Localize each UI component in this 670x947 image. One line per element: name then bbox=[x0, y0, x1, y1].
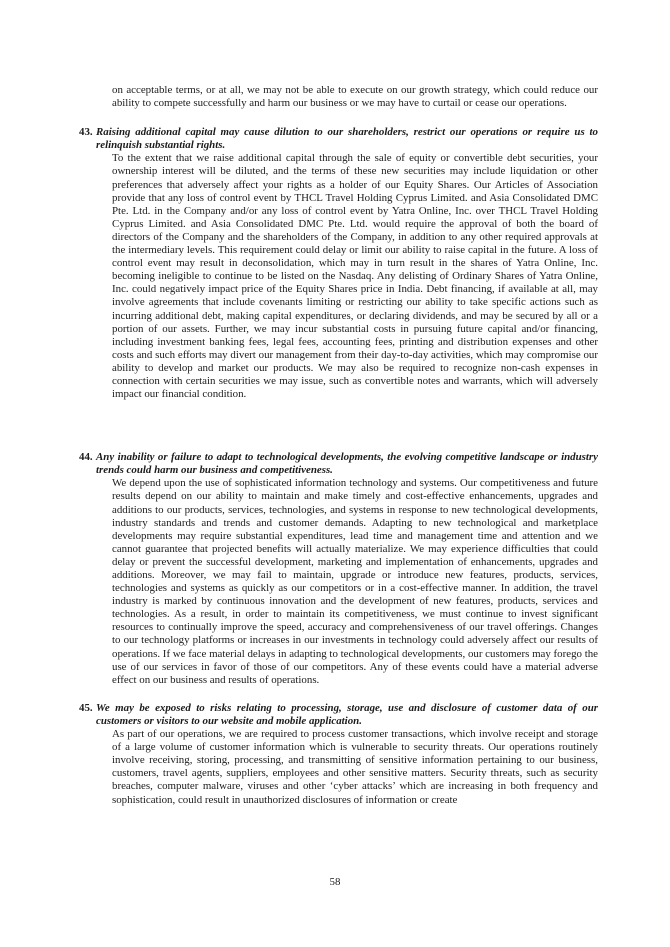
section-heading-row bbox=[79, 451, 598, 477]
section-heading-row bbox=[79, 126, 598, 152]
section-heading: We may be exposed to risks relating to processing, storage, use and disclosure of customer data of our customers or visitors to our website and mobile application. bbox=[96, 701, 598, 727]
section-paragraph: As part of our operations, we are required to process customer transactions, which involve receipt and storage of a large volume of customer information which is vulnerable to security threats. Our operations routinely involve receiving, storing, processing, and transmitting of sensitive information pertaining to our business, customers, travel agents, suppliers, employees and other sensitive matters. Security threats, such as security breaches, computer malware, viruses and other ‘cyber attacks’ which are increasing in both frequency and sophistication, could result in unauthorized disclosures of information or create bbox=[112, 728, 598, 806]
page-number: 58 bbox=[329, 876, 341, 888]
risk-factor-section-43 bbox=[79, 126, 598, 401]
section-heading: Raising additional capital may cause dilution to our shareholders, restrict our operations or require us to relinquish substantial rights. bbox=[96, 126, 598, 152]
section-number: 44. bbox=[79, 451, 93, 464]
section-heading-row bbox=[79, 702, 598, 728]
section-paragraph: We depend upon the use of sophisticated information technology and systems. Our competitiveness and future results depend on our ability to maintain and make timely and cost-effective enhancements, upgrades and additions to our products, services, technologies, and systems in response to new technological developments, industry standards and trends and customer demands. Adapting to new technological and marketplace developments may require substantial expenditures, lead time and management time and attention and we cannot guarantee that projected benefits will actually materialize. We may experience difficulties that could delay or prevent the successful development, marketing and implementation of enhancements, upgrades and additions. Moreover, we may fail to maintain, upgrade or introduce new features, products, services, technologies and systems as quickly as our competitors or in a cost-effective manner. In addition, the travel industry is marked by continuous innovation and the development of new features, products, services and technologies. As a result, in order to maintain its competitiveness, we must continue to invest significant resources to continually improve the speed, accuracy and comprehensiveness of our travel offerings. Changes to our technology platforms or increases in our investments in technology could adversely affect our results of operations. If we face material delays in adapting to technological developments, our customers may forego the use of our services in favor of those of our competitors. Any of these events could have a material adverse effect on our business and results of operations. bbox=[112, 477, 598, 686]
page-footer bbox=[0, 876, 670, 889]
intro-paragraph-continued: on acceptable terms, or at all, we may not be able to execute on our growth strategy, which could reduce our ability to compete successfully and harm our business or we may have to curtail or cease our operations. bbox=[112, 84, 598, 110]
risk-factor-section-44 bbox=[79, 451, 598, 687]
section-heading: Any inability or failure to adapt to technological developments, the evolving competitive landscape or industry trends could harm our business and competitiveness. bbox=[96, 451, 598, 477]
risk-factor-section-45 bbox=[79, 702, 598, 807]
section-number: 45. bbox=[79, 701, 93, 714]
section-number: 43. bbox=[79, 126, 93, 139]
document-body bbox=[79, 84, 598, 807]
section-paragraph: To the extent that we raise additional capital through the sale of equity or convertible debt securities, your ownership interest will be diluted, and the terms of these new securities may include liquidation or other preferences that adversely affect your rights as a holder of our Equity Shares. Our Articles of Association provide that any loss of control event by THCL Travel Holding Cyprus Limited. and Asia Consolidated DMC Pte. Ltd. in the Company and/or any loss of control event by Yatra Online, Inc. over THCL Travel Holding Cyprus Limited. and Asia Consolidated DMC Pte. Ltd. would require the approval of both the board of directors of the Company and the shareholders of the Company, in addition to any other required approvals at the intermediary levels. This requirement could delay or limit our ability to raise capital in the future. A loss of control event may result in deconsolidation, which may in turn result in the shares of Yatra Online, Inc. becoming ineligible to continue to be listed on the Nasdaq. Any delisting of Ordinary Shares of Yatra Online, Inc. could negatively impact price of the Equity Shares price in India. Debt financing, if available at all, may involve agreements that include covenants limiting or restricting our ability to take specific actions such as incurring additional debt, making capital expenditures, or declaring dividends, and may be secured by all or a portion of our assets. Further, we may incur substantial costs in pursuing future capital and/or financing, including investment banking fees, legal fees, accounting fees, printing and distribution expenses and other costs and such efforts may divert our management from their day-to-day activities, which may compromise our ability to develop and market our products. We may also be required to recognize non-cash expenses in connection with certain securities we may issue, such as convertible notes and warrants, which will adversely impact our financial condition. bbox=[112, 152, 598, 401]
